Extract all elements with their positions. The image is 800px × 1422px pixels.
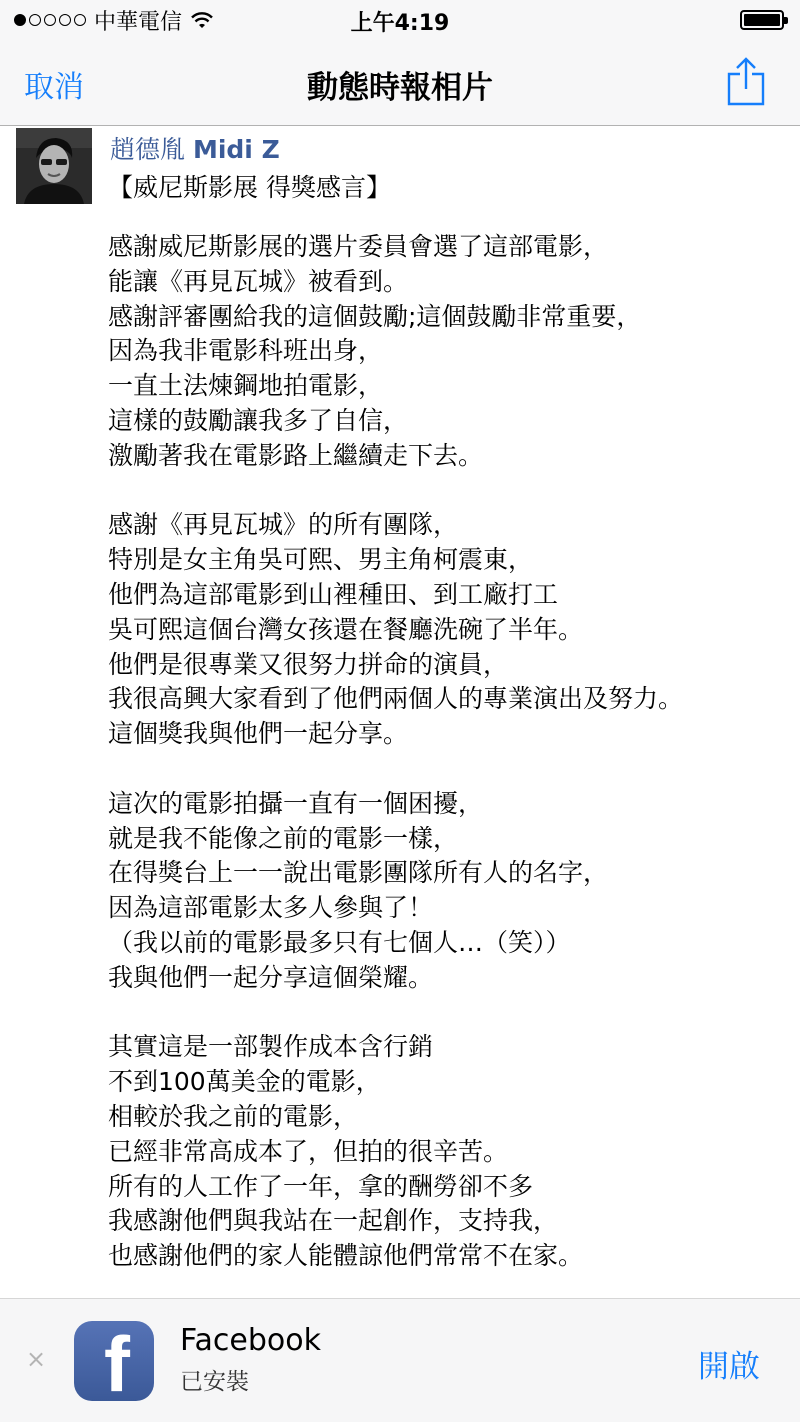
text-line: 感謝威尼斯影展的選片委員會選了這部電影， (108, 232, 609, 261)
text-line: 我與他們一起分享這個榮耀。 (108, 962, 434, 992)
post-title: 【威尼斯影展 得獎感言】 (108, 173, 391, 202)
paragraph (108, 230, 788, 474)
text-line: 他們為這部電影到山裡種田、到工廠打工 (108, 579, 559, 609)
text-line: 這樣的鼓勵讓我多了自信， (108, 405, 409, 435)
text-line: 所有的人工作了一年，拿的酬勞卻不多 (108, 1171, 534, 1201)
text-line: 相較於我之前的電影， (108, 1101, 359, 1131)
text-line: 我很高興大家看到了他們兩個人的專業演出及努力。 (108, 684, 684, 714)
avatar[interactable] (16, 128, 92, 204)
text-line: 一直土法煉鋼地拍電影， (108, 371, 384, 401)
cancel-button[interactable]: 取消 (24, 70, 84, 105)
text-line: 因為我非電影科班出身， (108, 336, 384, 366)
text-line: 已經非常高成本了，但拍的很辛苦。 (108, 1136, 509, 1166)
text-line: 激勵著我在電影路上繼續走下去。 (108, 440, 484, 470)
text-line: 也感謝他們的家人能體諒他們常常不在家。 (108, 1241, 584, 1271)
open-app-button[interactable]: 開啟 (698, 1349, 760, 1385)
text-line: 特別是女主角吳可熙、男主角柯震東， (108, 545, 534, 575)
text-line: 感謝《再見瓦城》的所有團隊， (108, 510, 459, 540)
text-line: 這次的電影拍攝一直有一個困擾， (108, 788, 484, 818)
text-line: 因為這部電影太多人參與了！ (108, 893, 434, 923)
share-icon[interactable] (726, 56, 766, 106)
carrier-label: 中華電信 (94, 9, 183, 35)
close-icon[interactable]: × (26, 1345, 47, 1373)
app-status: 已安裝 (180, 1369, 249, 1395)
post-body (108, 230, 788, 1309)
battery-icon (740, 10, 784, 30)
text-line: 感謝評審團給我的這個鼓勵;這個鼓勵非常重要， (108, 301, 642, 331)
text-line: 吳可熙這個台灣女孩還在餐廳洗碗了半年。 (108, 614, 584, 644)
app-name: Facebook (180, 1323, 321, 1358)
app-install-banner (0, 1298, 800, 1422)
paragraph (108, 508, 788, 752)
author-name-en: Midi Z (192, 135, 280, 164)
text-line: 在得獎台上一一說出電影團隊所有人的名字， (108, 858, 609, 888)
text-line: 就是我不能像之前的電影一樣， (108, 823, 459, 853)
profile-photo (16, 128, 92, 204)
author-name-cn: 趙德胤 (110, 135, 186, 164)
text-line: 其實這是一部製作成本含行銷 (108, 1032, 434, 1062)
paragraph (108, 787, 788, 996)
text-line: 能讓《再見瓦城》被看到。 (108, 266, 409, 296)
status-bar (0, 0, 800, 40)
text-line: 不到100萬美金的電影， (108, 1067, 381, 1097)
facebook-app-icon: f (74, 1321, 154, 1401)
navigation-bar (0, 40, 800, 126)
paragraph (108, 1030, 788, 1274)
text-line: 他們是很專業又很努力拼命的演員， (108, 649, 509, 679)
author-name[interactable] (110, 130, 280, 166)
page-title: 動態時報相片 (307, 70, 493, 106)
text-line: 這個獎我與他們一起分享。 (108, 719, 409, 749)
text-line: （我以前的電影最多只有七個人…（笑）） (108, 927, 571, 957)
text-line: 我感謝他們與我站在一起創作，支持我， (108, 1206, 559, 1236)
status-time: 上午4:19 (350, 11, 450, 36)
